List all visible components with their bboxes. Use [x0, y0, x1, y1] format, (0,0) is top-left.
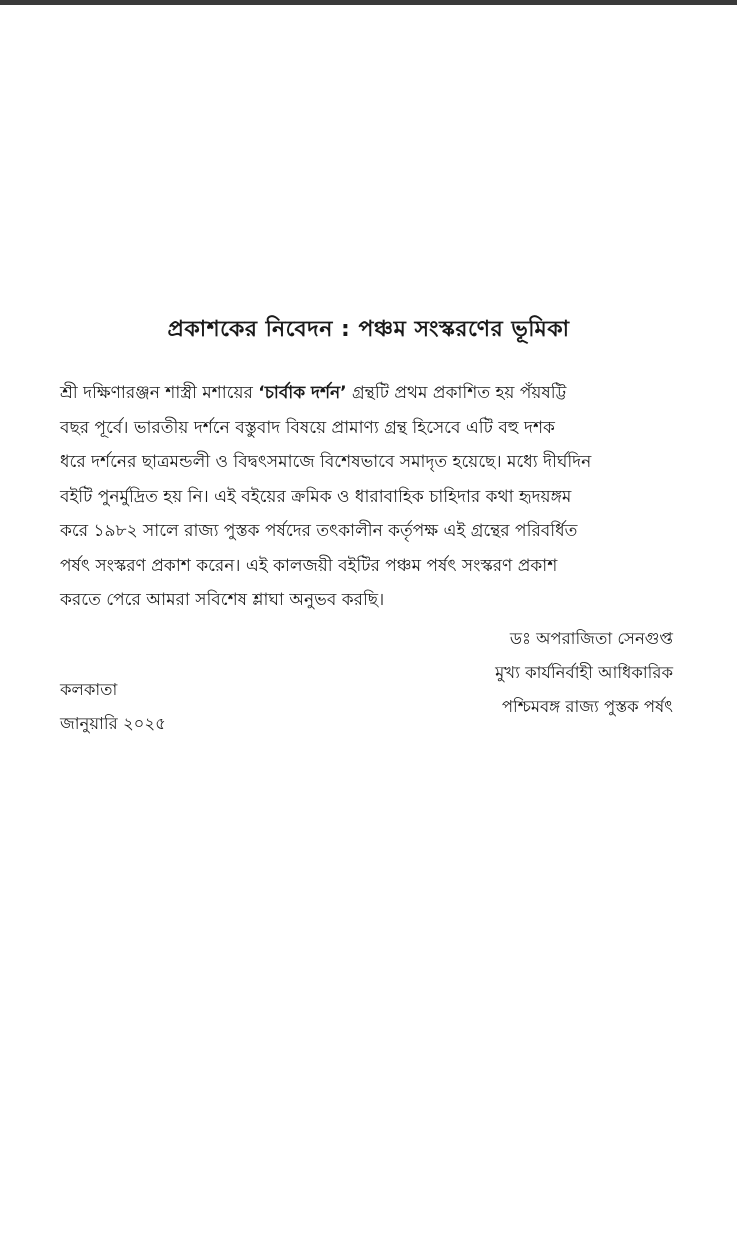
paragraph-line-6: পর্ষৎ সংস্করণ প্রকাশ করেন। এই কালজয়ী বইটির পঞ্চম পর্ষৎ সংস্করণ প্রকাশ — [60, 555, 558, 576]
preface-paragraph — [60, 376, 680, 618]
signatory-organization: পশ্চিমবঙ্গ রাজ্য পুস্তক পর্ষৎ — [501, 697, 673, 716]
line-1-prefix: শ্রী দক্ষিণারঞ্জন শাস্ত্রী মশায়ের — [60, 383, 259, 403]
book-title: ‘চার্বাক দর্শন’ — [258, 383, 347, 403]
paragraph-line-5: করে ১৯৮২ সালে রাজ্য পুস্তক পর্ষদের তৎকালীন কর্তৃপক্ষ এই গ্রন্থের পরিবর্ধিত — [60, 521, 578, 541]
signatory-designation: মুখ্য কার্যনির্বাহী আধিকারিক — [495, 663, 673, 682]
paragraph-line-4: বইটি পুনর্মুদ্রিত হয় নি। এই বইয়ের ক্রমিক ও ধারাবাহিক চাহিদার কথা হৃদয়ঙ্গম — [60, 486, 572, 507]
signature-block — [495, 622, 673, 724]
signatory-name: ডঃ অপরাজিতা সেনগুপ্ত — [509, 629, 673, 648]
paragraph-line-2: বছর পূর্বে। ভারতীয় দর্শনে বস্তুবাদ বিষয়ে প্রামাণ্য গ্রন্থ হিসেবে এটি বহু দশক — [60, 417, 555, 438]
place-date-block — [60, 673, 166, 741]
paragraph-line-7: করতে পেরে আমরা সবিশেষ শ্লাঘা অনুভব করছি। — [60, 590, 385, 610]
place: কলকাতা — [60, 680, 118, 699]
line-1-suffix: গ্রন্থটি প্রথম প্রকাশিত হয় পঁয়ষট্টি — [346, 383, 567, 403]
paragraph-line-1 — [60, 376, 680, 411]
paragraph-line-3: ধরে দর্শনের ছাত্রমন্ডলী ও বিদ্বৎসমাজে বিশেষভাবে সমাদৃত হয়েছে। মধ্যে দীর্ঘদিন — [60, 452, 592, 472]
date: জানুয়ারি ২০২৫ — [60, 714, 166, 733]
page-title: প্রকাশকের নিবেদন : পঞ্চম সংস্করণের ভূমিকা — [167, 317, 570, 342]
